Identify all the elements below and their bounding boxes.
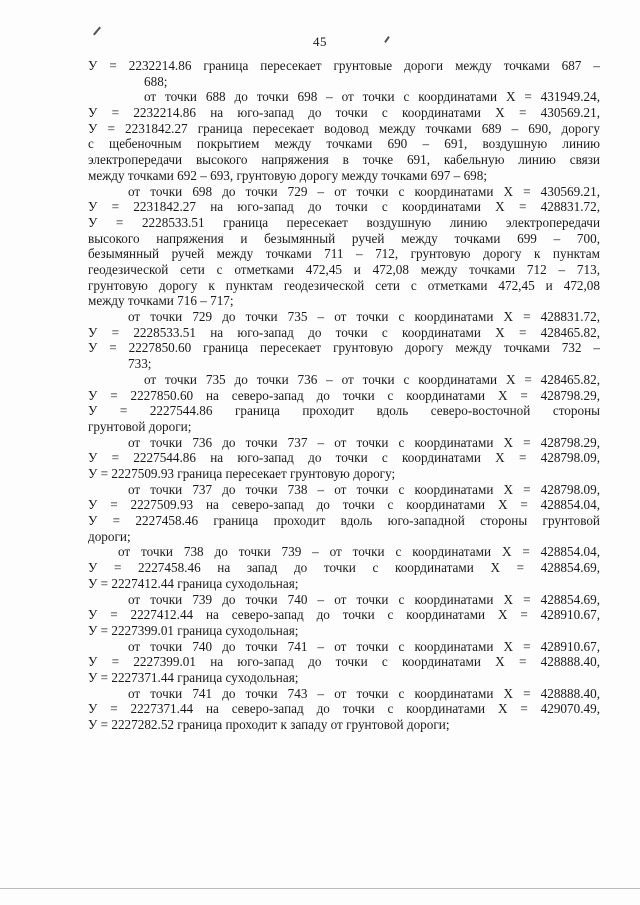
paragraph	[88, 544, 600, 591]
text-line: У = 2227544.86 граница проходит вдоль северо-восточной стороны	[88, 403, 600, 419]
paragraph	[88, 309, 600, 372]
text-line: грунтовой дороги;	[88, 418, 192, 434]
paragraph	[88, 89, 600, 183]
paragraph	[88, 435, 600, 482]
text-line: У = 2227544.86 на юго-запад до точки с координатами Х = 428798.09,	[88, 450, 600, 466]
text-line: У = 2227509.93 на северо-запад до точки с координатами Х = 428854.04,	[88, 497, 600, 513]
text-line: 688;	[144, 73, 168, 89]
text-line: У = 2227850.60 на северо-запад до точки с координатами Х = 428798.29,	[88, 387, 600, 403]
text-line: от точки 688 до точки 698 – от точки с координатами Х = 431949.24,	[144, 89, 600, 105]
paragraph	[88, 184, 600, 310]
text-line: 733;	[128, 356, 152, 372]
text-line: от точки 739 до точки 740 – от точки с координатами Х = 428854.69,	[128, 591, 600, 607]
text-line: У = 2227850.60 граница пересекает грунтовую дорогу между точками 732 –	[88, 340, 600, 356]
text-line: У = 2227458.46 граница проходит вдоль юго-западной стороны грунтовой	[88, 513, 600, 529]
scan-bottom-edge	[0, 888, 640, 889]
text-line: от точки 698 до точки 729 – от точки с координатами Х = 430569.21,	[128, 183, 600, 199]
paragraph	[88, 482, 600, 545]
paragraph	[88, 372, 600, 435]
paragraph	[88, 58, 600, 89]
text-line: У = 2228533.51 на юго-запад до точки с координатами Х = 428465.82,	[88, 324, 600, 340]
page-number: 45	[313, 34, 327, 49]
text-line: У = 2227282.52 граница проходит к западу от грунтовой дороги;	[88, 717, 450, 733]
text-line: между точками 692 – 693, грунтовую дорогу между точками 697 – 698;	[88, 167, 488, 183]
text-line: У = 2227458.46 на запад до точки с координатами Х = 428854.69,	[88, 560, 600, 576]
document-body-text	[88, 58, 600, 733]
text-line: геодезической сети с отметками 472,45 и 472,08 между точками 712 – 713,	[88, 261, 600, 277]
text-line: электропередачи высокого напряжения в точке 691, кабельную линию связи	[88, 152, 600, 168]
text-line: от точки 741 до точки 743 – от точки с координатами Х = 428888.40,	[128, 685, 600, 701]
text-line: от точки 729 до точки 735 – от точки с координатами Х = 428831.72,	[128, 309, 600, 325]
text-line: У = 2228533.51 граница пересекает воздушную линию электропередачи	[88, 214, 600, 230]
text-line: У = 2232214.86 на юго-запад до точки с координатами Х = 430569.21,	[88, 105, 600, 121]
text-line: У = 2231842.27 граница пересекает водовод между точками 689 – 690, дорогу	[88, 120, 600, 136]
text-line: от точки 738 до точки 739 – от точки с координатами Х = 428854.04,	[118, 544, 600, 560]
text-line: от точки 737 до точки 738 – от точки с координатами Х = 428798.09,	[128, 481, 600, 497]
text-line: У = 2227399.01 на юго-запад до точки с координатами Х = 428888.40,	[88, 654, 600, 670]
text-line: У = 2227509.93 граница пересекает грунтовую дорогу;	[88, 465, 396, 481]
paragraph	[88, 686, 600, 733]
text-line: от точки 735 до точки 736 – от точки с координатами Х = 428465.82,	[144, 371, 600, 387]
text-line: безымянный ручей между точками 711 – 712, грунтовую дорогу к пунктам	[88, 246, 600, 262]
text-line: между точками 716 – 717;	[88, 293, 234, 309]
text-line: дороги;	[88, 528, 131, 544]
paragraph	[88, 639, 600, 686]
text-line: У = 2232214.86 граница пересекает грунтовые дороги между точками 687 –	[88, 58, 600, 73]
text-line: У = 2231842.27 на юго-запад до точки с координатами Х = 428831.72,	[88, 199, 600, 215]
text-line: У = 2227412.44 на северо-запад до точки с координатами Х = 428910.67,	[88, 607, 600, 623]
text-line: высокого напряжения и безымянный ручей между точками 699 – 700,	[88, 230, 600, 246]
text-line: У = 2227371.44 на северо-запад до точки с координатами Х = 429070.49,	[88, 701, 600, 717]
text-line: от точки 736 до точки 737 – от точки с координатами Х = 428798.29,	[128, 434, 600, 450]
text-line: грунтовую дорогу к пунктам геодезической сети с отметками 472,45 и 472,08	[88, 277, 600, 293]
text-line: У = 2227399.01 граница суходольная;	[88, 622, 299, 638]
paragraph	[88, 592, 600, 639]
text-line: У = 2227412.44 граница суходольная;	[88, 575, 299, 591]
text-line: с щебеночным покрытием между точками 690 – 691, воздушную линию	[88, 136, 600, 152]
text-line: от точки 740 до точки 741 – от точки с координатами Х = 428910.67,	[128, 638, 600, 654]
text-line: У = 2227371.44 граница суходольная;	[88, 669, 299, 685]
